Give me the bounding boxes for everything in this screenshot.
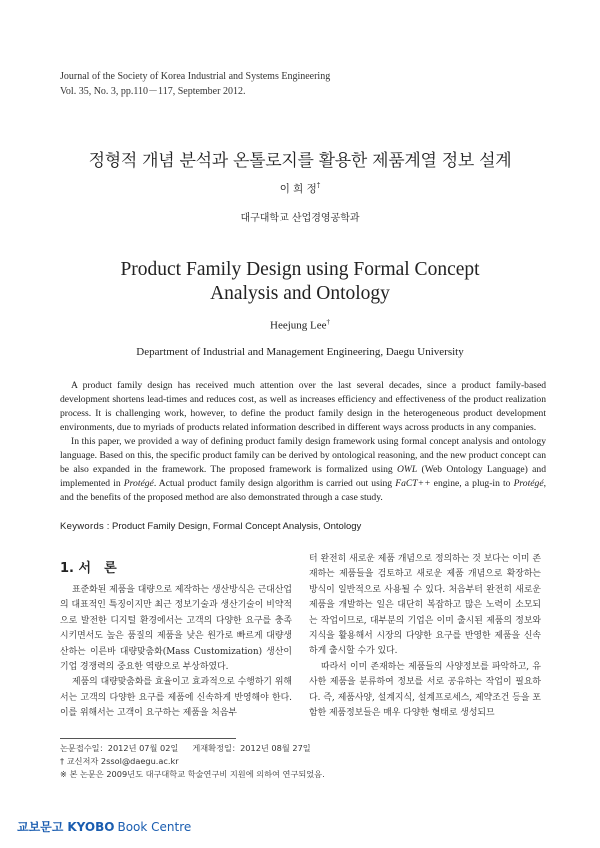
section-heading: 1. 서 론 bbox=[60, 561, 117, 576]
received-date: 논문접수일：2012년 07월 02일 bbox=[60, 743, 179, 753]
journal-name: Journal of the Society of Korea Industrial and Systems Engineering bbox=[60, 71, 331, 82]
journal-info bbox=[60, 69, 330, 99]
right-paragraph-1: 터 완전히 새로운 제품 개념으로 정의하는 것 보다는 이미 존재하는 제품들을 검토하고 새로운 제품 개념으로 확장하는 방식이 일반적으로 사용될 수 있다. 처음부터 완전히 새로운 제품을 개발하는 일은 대단히 복잡하고 많은 노력이 소모되는 작업이므로, 대부분의 기업은 이미 출시된 제품의 정보와 지식을 활용해서 시장의 다양한 요구를 반영한 제품을 신속하게 출시할 수가 있다. bbox=[309, 554, 541, 657]
right-paragraph-2: 따라서 이미 존재하는 제품들의 사양정보를 파악하고, 유사한 제품을 분류하여 정보를 서로 공유하는 작업이 필요하다. 즉, 제품사양, 설계지식, 설계프로세스, 제약조건 등을 포함한 제품정보들은 매우 다양한 형태로 생성되므 bbox=[309, 661, 541, 719]
abstract-fact: FaCT++ bbox=[395, 478, 431, 489]
footnote-dates bbox=[60, 742, 540, 755]
english-title-line1: Product Family Design using Formal Concept bbox=[120, 259, 480, 280]
korean-affiliation: 대구대학교 산업경영공학과 bbox=[240, 213, 360, 224]
korean-author-name: 이 희 정 bbox=[279, 183, 317, 195]
funding-note: 본 논문은 2009년도 대구대학교 학술연구비 지원에 의하여 연구되었음. bbox=[66, 769, 325, 779]
keywords-label: Keywords bbox=[60, 521, 105, 532]
english-affiliation: Department of Industrial and Management Engineering, Daegu University bbox=[136, 346, 464, 358]
english-title-line2: Analysis and Ontology bbox=[210, 283, 390, 304]
english-title bbox=[0, 258, 600, 306]
abstract-paragraph-1: A product family design has received much attention over the last several decades, since a product family-based development shortens lead-times and reduces cost, as well as increases efficiency and effectiveness of the product realization process. It is challenging work, however, to define the product family design in the heterogeneous product development environments, due to myriads of products related information described in different ways across products in any companies. bbox=[60, 380, 546, 433]
abstract-protege: Protégé bbox=[123, 478, 154, 489]
left-column bbox=[60, 583, 292, 722]
footnote-funding bbox=[60, 768, 540, 781]
right-column bbox=[309, 552, 541, 721]
abstract-text: (Web Ontology Language) and implemented in bbox=[60, 464, 547, 489]
corresponding-author: 교신저자 2ssol@daegu.ac.kr bbox=[64, 756, 179, 766]
footnote-divider bbox=[60, 738, 236, 739]
abstract-paragraph-2 bbox=[60, 435, 546, 505]
abstract-owl: OWL bbox=[396, 464, 418, 475]
abstract-text: In this paper, we provided a way of defining product family design framework using formal concept analysis and ontology language. Based on this, the specific product family can be derived by ontological reasoning, and the new product concept can be also expanded in the framework. The proposed framework is formalized using bbox=[60, 436, 546, 475]
english-author bbox=[0, 318, 600, 332]
abstract bbox=[60, 379, 546, 505]
left-paragraph-2: 제품의 대량맞춤화를 효율이고 효과적으로 수행하기 위해서는 고객의 다양한 요구를 제품에 신속하게 반영해야 한다. 이를 위해서는 고객이 요구하는 제품을 처음부 bbox=[60, 677, 292, 719]
abstract-text: . Actual product family design algorithm is carried out using bbox=[153, 478, 396, 489]
english-author-mark: † bbox=[326, 318, 330, 326]
korean-title: 정형적 개념 분석과 온톨로지를 활용한 제품계열 정보 설계 bbox=[88, 151, 512, 171]
dagger-mark: † bbox=[60, 756, 65, 766]
kyobo-watermark bbox=[17, 818, 191, 835]
abstract-text: , and the benefits of the proposed method are also demonstrated through a case study. bbox=[60, 478, 546, 503]
journal-volume: Vol. 35, No. 3, pp.110－117, September 2012. bbox=[60, 86, 246, 97]
abstract-protege: Protégé bbox=[513, 478, 544, 489]
korean-author bbox=[0, 181, 600, 196]
kyobo-name: KYOBO bbox=[67, 820, 115, 834]
korean-author-mark: † bbox=[316, 181, 321, 190]
english-author-name: Heejung Lee bbox=[270, 319, 327, 332]
abstract-text: engine, a plug-in to bbox=[430, 478, 514, 489]
kyobo-korean: 교보문고 bbox=[17, 820, 64, 834]
left-paragraph-1: 표준화된 제품을 대량으로 제작하는 생산방식은 근대산업의 대표적인 특징이지만 최근 정보기술과 생산기술이 비약적으로 발전한 디지털 환경에서는 고객의 다양한 요구를 충족시키면서도 높은 품질의 제품을 낮은 원가로 빠르게 대량생산하는 이른바 대량맞춤화(Mass Customization) 생산이 기업 경쟁력의 중요한 역량으로 부상하였다. bbox=[60, 585, 292, 673]
accepted-date: 게재확정일：2012년 08월 27일 bbox=[192, 743, 311, 753]
keywords-text: : Product Family Design, Formal Concept Analysis, Ontology bbox=[104, 521, 362, 532]
keywords bbox=[60, 521, 546, 532]
footnote-corresponding bbox=[60, 755, 540, 768]
book-centre: Book Centre bbox=[117, 820, 192, 834]
footnotes bbox=[60, 742, 540, 781]
note-mark: ※ bbox=[60, 769, 67, 779]
